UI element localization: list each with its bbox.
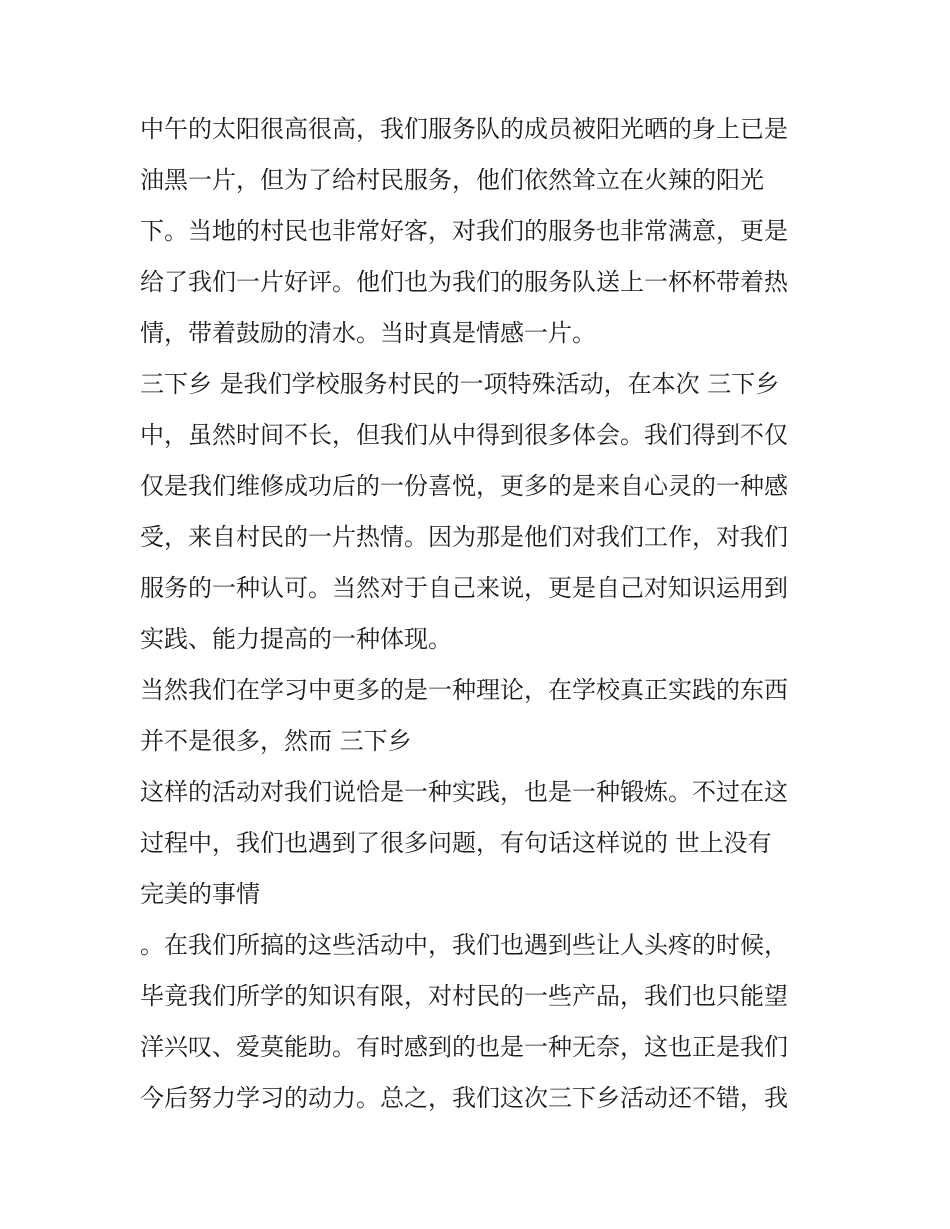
text-line: 情，带着鼓励的清水。当时真是情感一片。: [140, 319, 596, 347]
text-line: 这样的活动对我们说恰是一种实践，也是一种锻炼。不过在这: [140, 778, 788, 806]
text-line: 服务的一种认可。当然对于自己来说，更是自己对知识运用到: [140, 574, 788, 602]
text-line: 毕竟我们所学的知识有限，对村民的一些产品，我们也只能望: [140, 982, 788, 1010]
text-line: 中午的太阳很高很高，我们服务队的成员被阳光晒的身上已是: [140, 115, 788, 143]
text-line: 洋兴叹、爱莫能助。有时感到的也是一种无奈，这也正是我们: [140, 1033, 788, 1061]
text-line: 。在我们所搞的这些活动中，我们也遇到些让人头疼的时候，: [140, 931, 788, 959]
text-line: 仅是我们维修成功后的一份喜悦，更多的是来自心灵的一种感: [140, 472, 788, 500]
text-line: 完美的事情: [140, 880, 260, 908]
text-line: 三下乡 是我们学校服务村民的一项特殊活动，在本次 三下乡: [140, 370, 780, 398]
body-text: [140, 104, 830, 1124]
text-line: 中，虽然时间不长，但我们从中得到很多体会。我们得到不仅: [140, 421, 788, 449]
text-line: 当然我们在学习中更多的是一种理论，在学校真正实践的东西: [140, 676, 788, 704]
text-line: 受，来自村民的一片热情。因为那是他们对我们工作，对我们: [140, 523, 788, 551]
text-line: 过程中，我们也遇到了很多问题，有句话这样说的 世上没有: [140, 829, 772, 857]
text-line: 今后努力学习的动力。总之，我们这次三下乡活动还不错，我: [140, 1084, 788, 1112]
text-line: 油黑一片，但为了给村民服务，他们依然耸立在火辣的阳光: [140, 166, 764, 194]
text-line: 给了我们一片好评。他们也为我们的服务队送上一杯杯带着热: [140, 268, 788, 296]
text-line: 并不是很多，然而 三下乡: [140, 727, 412, 755]
text-line: 下。当地的村民也非常好客，对我们的服务也非常满意，更是: [140, 217, 788, 245]
text-line: 实践、能力提高的一种体现。: [140, 625, 452, 653]
